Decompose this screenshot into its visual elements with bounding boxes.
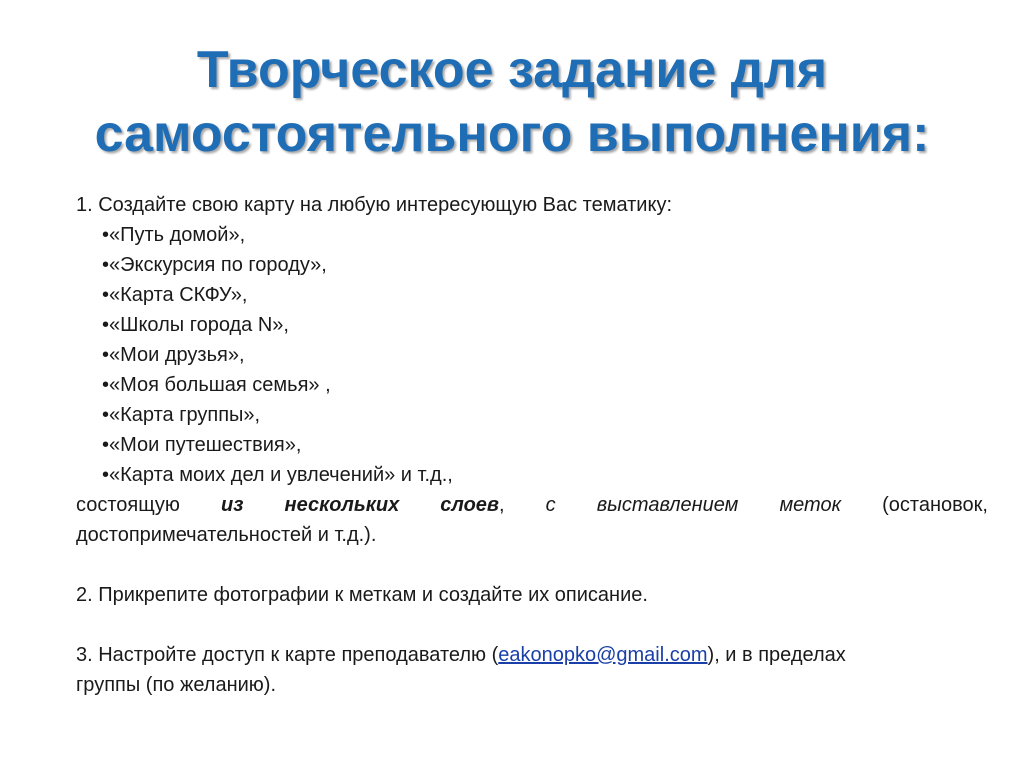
task-1-description	[76, 490, 988, 520]
list-item: •«Карта моих дел и увлечений» и т.д.,	[102, 464, 453, 486]
list-item: •«Карта СКФУ»,	[102, 284, 248, 306]
list-item: •«Мои путешествия»,	[102, 434, 302, 456]
task-3-text-a: 3. Настройте доступ к карте преподавателю (	[76, 644, 499, 666]
task-1-intro: 1. Создайте свою карту на любую интересующую Вас тематику:	[76, 194, 673, 216]
list-item: •«Путь домой»,	[102, 224, 246, 246]
list-item: •«Карта группы»,	[102, 404, 261, 426]
list-item: •«Экскурсия по городу»,	[102, 254, 327, 276]
email-link[interactable]: eakonopko@gmail.com	[498, 644, 708, 666]
desc-emphasis-layers: из нескольких слоев	[221, 494, 500, 516]
title-line-1: Творческое задание для	[196, 41, 828, 99]
task-3	[76, 640, 988, 670]
desc-text-c: ,	[499, 494, 546, 516]
slide-title	[0, 38, 1024, 166]
task-3-line-2: группы (по желанию).	[76, 674, 277, 696]
task-1-description-line-2: достопримечательностей и т.д.).	[76, 524, 377, 546]
list-item: •«Моя большая семья» ,	[102, 374, 331, 396]
list-item: •«Мои друзья»,	[102, 344, 245, 366]
task-2: 2. Прикрепите фотографии к меткам и создайте их описание.	[76, 584, 648, 606]
desc-text-a: состоящую	[76, 494, 221, 516]
title-line-2: самостоятельного выполнения:	[94, 105, 930, 163]
list-item: •«Школы города N»,	[102, 314, 289, 336]
desc-emphasis-markers: с выставлением меток	[545, 494, 842, 516]
task-3-text-b: ), и в пределах	[707, 644, 846, 666]
desc-text-e: (остановок,	[841, 494, 988, 516]
slide-body	[76, 190, 988, 700]
